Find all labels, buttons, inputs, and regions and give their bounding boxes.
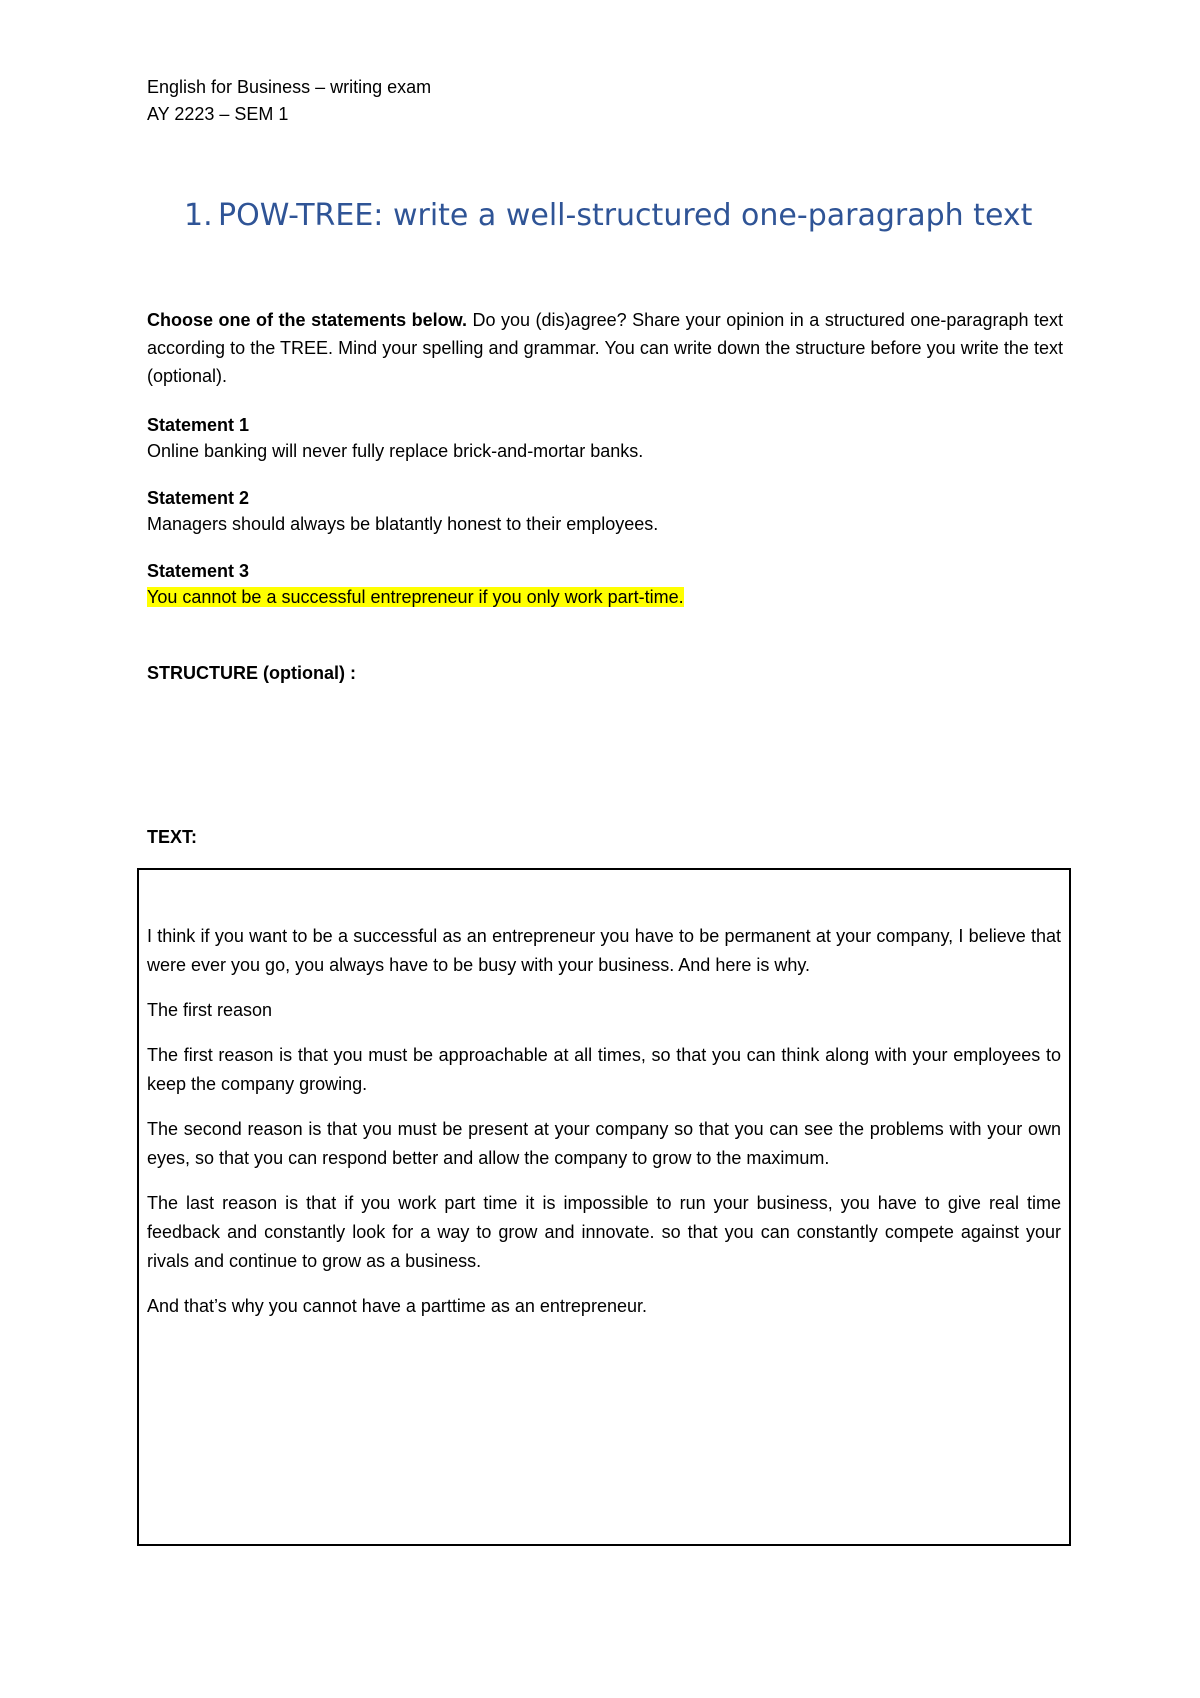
answer-paragraph: The first reason is that you must be approachable at all times, so that you can think along with your employees to keep the company growing. — [147, 1045, 1061, 1094]
document-header — [147, 74, 431, 128]
course-title: English for Business – writing exam — [147, 77, 432, 97]
answer-text-box[interactable] — [137, 868, 1071, 1546]
answer-paragraph: And that’s why you cannot have a parttime as an entrepreneur. — [147, 1296, 647, 1316]
instructions-bold: Choose one of the statements below. — [147, 310, 467, 330]
statement-2 — [147, 485, 1063, 537]
statement-text: Managers should always be blatantly honest to their employees. — [147, 514, 659, 534]
structure-label: STRUCTURE (optional) : — [147, 663, 356, 683]
statement-title: Statement 3 — [147, 561, 250, 581]
statement-3 — [147, 558, 1063, 610]
statement-title: Statement 2 — [147, 488, 250, 508]
heading-text: POW-TREE: write a well-structured one-paragraph text — [218, 198, 1033, 233]
heading-number: 1. — [184, 198, 213, 233]
statement-title: Statement 1 — [147, 415, 250, 435]
answer-paragraph: The first reason — [147, 1000, 273, 1020]
answer-paragraph: The second reason is that you must be present at your company so that you can see the problems with your own eyes, so that you can respond better and allow the company to grow to the maximum. — [147, 1119, 1061, 1168]
statement-text: Online banking will never fully replace brick-and-mortar banks. — [147, 441, 644, 461]
text-label: TEXT: — [147, 827, 198, 847]
instructions-rest: Do you (dis)agree? Share your opinion in a structured one-paragraph text according to the TREE. Mind your spelling and grammar. You can write down the structure before you write the text (optional). — [147, 310, 1064, 386]
answer-paragraph: I think if you want to be a successful as an entrepreneur you have to be permanent at your company, I believe that were ever you go, you always have to be busy with your business. And here is why. — [147, 926, 1061, 975]
answer-content — [147, 922, 1061, 1337]
exercise-heading — [184, 196, 1062, 235]
statement-text-highlighted: You cannot be a successful entrepreneur if you only work part-time. — [147, 587, 684, 607]
academic-year: AY 2223 – SEM 1 — [147, 104, 289, 124]
answer-paragraph: The last reason is that if you work part time it is impossible to run your business, you have to give real time feedback and constantly look for a way to grow and innovate. so that you can constantly compete against your rivals and continue to grow as a business. — [147, 1193, 1061, 1271]
instructions — [147, 306, 1063, 390]
statement-1 — [147, 412, 1063, 464]
